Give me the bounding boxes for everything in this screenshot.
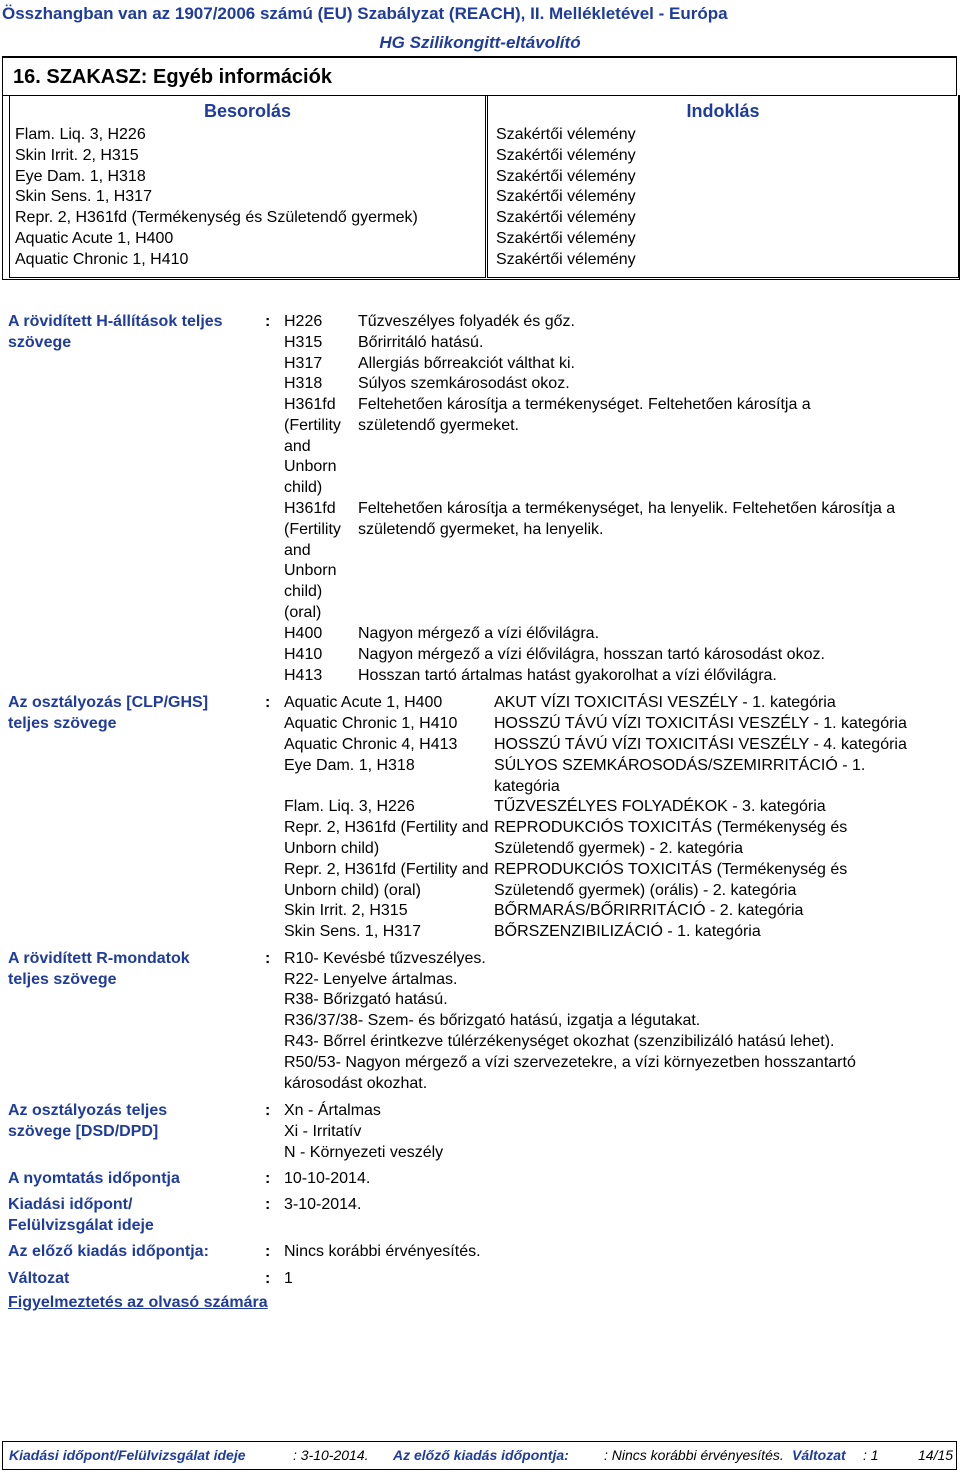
classification-cell: Repr. 2, H361fd (Termékenység és Születendő gyermek) bbox=[15, 209, 418, 227]
clp-text: TŰZVESZÉLYES FOLYADÉKOK - 3. kategória bbox=[494, 798, 826, 815]
h-code: H361fd (Fertility and Unborn child) (oral) bbox=[284, 500, 341, 621]
h-text: Súlyos szemkárosodást okoz. bbox=[358, 375, 570, 392]
justification-cell: Szakértői vélemény bbox=[496, 188, 636, 206]
h-code: H361fd (Fertility and Unborn child) bbox=[284, 396, 341, 497]
classification-cell: Eye Dam. 1, H318 bbox=[15, 167, 146, 185]
h-text: Feltehetően károsítja a termékenységet, ha lenyelik. Feltehetően károsítja a születendő gyermeket, ha lenyelik. bbox=[358, 500, 896, 538]
clp-colon: : bbox=[265, 694, 271, 711]
classification-cell: Aquatic Chronic 1, H410 bbox=[15, 250, 189, 268]
clp-text: HOSSZÚ TÁVÚ VÍZI TOXICITÁSI VESZÉLY - 4. kategória bbox=[494, 736, 907, 753]
h-code: H315 bbox=[284, 334, 323, 351]
product-name: HG Szilikongitt-eltávolító bbox=[379, 33, 581, 52]
r-phrase: R22- Lenyelve ártalmas. bbox=[284, 971, 458, 988]
previous-issue-colon: : bbox=[265, 1243, 271, 1260]
justification-cell: Szakértői vélemény bbox=[496, 250, 636, 268]
version-colon: : bbox=[265, 1270, 271, 1287]
h-statements-label: A rövidített H-állítások teljes szövege bbox=[8, 313, 223, 351]
clp-text: AKUT VÍZI TOXICITÁSI VESZÉLY - 1. kategória bbox=[494, 694, 836, 711]
justification-cell: Szakértői vélemény bbox=[496, 229, 636, 247]
print-date-value: 10-10-2014. bbox=[284, 1170, 371, 1187]
issue-date-label: Kiadási időpont/ Felülvizsgálat ideje bbox=[8, 1196, 154, 1234]
version-label: Változat bbox=[8, 1270, 70, 1287]
previous-issue-label: Az előző kiadás időpontja: bbox=[8, 1243, 209, 1260]
footer-previous-value: : Nincs korábbi érvényesítés. bbox=[604, 1447, 784, 1463]
h-text: Nagyon mérgező a vízi élővilágra, hosszan tartó károsodást okoz. bbox=[358, 646, 825, 663]
h-code: H400 bbox=[284, 625, 323, 642]
h-code: H410 bbox=[284, 646, 323, 663]
h-code: H413 bbox=[284, 667, 323, 684]
clp-code: Flam. Liq. 3, H226 bbox=[284, 798, 415, 815]
justification-column-header: Indoklás bbox=[686, 101, 760, 121]
r-phrase: R38- Bőrizgató hatású. bbox=[284, 991, 448, 1008]
dsd-item: Xi - Irritatív bbox=[284, 1123, 362, 1140]
classification-cell: Skin Sens. 1, H317 bbox=[15, 188, 152, 206]
issue-date-value: 3-10-2014. bbox=[284, 1196, 362, 1213]
footer-issue-label: Kiadási időpont/Felülvizsgálat ideje bbox=[9, 1447, 246, 1463]
clp-text: SÚLYOS SZEMKÁROSODÁS/SZEMIRRITÁCIÓ - 1. kategória bbox=[494, 757, 866, 795]
clp-text: BŐRSZENZIBILIZÁCIÓ - 1. kategória bbox=[494, 923, 761, 940]
classification-cell: Aquatic Acute 1, H400 bbox=[15, 229, 174, 247]
regulation-header: Összhangban van az 1907/2006 számú (EU) Szabályzat (REACH), II. Mellékletével - Európa bbox=[2, 4, 728, 23]
issue-date-colon: : bbox=[265, 1196, 271, 1213]
classification-column-header: Besorolás bbox=[203, 101, 292, 121]
page-footer bbox=[2, 1441, 957, 1470]
print-date-label: A nyomtatás időpontja bbox=[8, 1170, 180, 1187]
justification-cell: Szakértői vélemény bbox=[496, 126, 636, 143]
print-date-colon: : bbox=[265, 1170, 271, 1187]
dsd-colon: : bbox=[265, 1102, 271, 1119]
version-value: 1 bbox=[284, 1270, 293, 1287]
clp-text: BŐRMARÁS/BŐRIRRITÁCIÓ - 2. kategória bbox=[494, 902, 804, 919]
classification-column bbox=[9, 95, 486, 278]
clp-code: Aquatic Acute 1, H400 bbox=[284, 694, 443, 711]
clp-code: Skin Irrit. 2, H315 bbox=[284, 902, 408, 919]
section-header bbox=[2, 56, 957, 96]
clp-code: Aquatic Chronic 4, H413 bbox=[284, 736, 458, 753]
dsd-item: N - Környezeti veszély bbox=[284, 1144, 444, 1161]
justification-cell: Szakértői vélemény bbox=[496, 209, 636, 227]
h-text: Feltehetően károsítja a termékenységet. Feltehetően károsítja a születendő gyermeket. bbox=[358, 396, 811, 434]
clp-code: Repr. 2, H361fd (Fertility and Unborn child) (oral) bbox=[284, 861, 489, 899]
r-phrase: R10- Kevésbé tűzveszélyes. bbox=[284, 950, 486, 967]
h-code: H226 bbox=[284, 313, 323, 330]
reader-notice-link[interactable]: Figyelmeztetés az olvasó számára bbox=[8, 1294, 268, 1311]
clp-code: Aquatic Chronic 1, H410 bbox=[284, 715, 458, 732]
r-phrase: R43- Bőrrel érintkezve túlérzékenységet okozhat (szenzibilizáló hatású lehet). bbox=[284, 1033, 835, 1050]
r-phrases-label: A rövidített R-mondatok teljes szövege bbox=[8, 950, 190, 988]
r-phrase: R50/53- Nagyon mérgező a vízi szervezetekre, a vízi környezetben hosszantartó károsodást okozhat. bbox=[284, 1054, 856, 1092]
page-number: 14/15 bbox=[918, 1447, 954, 1463]
classification-cell: Flam. Liq. 3, H226 bbox=[15, 126, 146, 143]
justification-column bbox=[487, 95, 959, 278]
section-title: 16. SZAKASZ: Egyéb információk bbox=[13, 66, 332, 88]
h-text: Hosszan tartó ártalmas hatást gyakorolhat a vízi élővilágra. bbox=[358, 667, 777, 684]
h-code: H317 bbox=[284, 355, 323, 372]
footer-previous-label: Az előző kiadás időpontja: bbox=[393, 1447, 569, 1463]
classification-table bbox=[2, 95, 960, 280]
h-text: Nagyon mérgező a vízi élővilágra. bbox=[358, 625, 600, 642]
footer-issue-value: : 3-10-2014. bbox=[293, 1447, 369, 1463]
clp-label: Az osztályozás [CLP/GHS] teljes szövege bbox=[8, 694, 209, 732]
h-code: H318 bbox=[284, 375, 323, 392]
h-statements-colon: : bbox=[265, 313, 271, 330]
classification-cell: Skin Irrit. 2, H315 bbox=[15, 146, 139, 164]
dsd-label: Az osztályozás teljes szövege [DSD/DPD] bbox=[8, 1102, 168, 1140]
justification-cell: Szakértői vélemény bbox=[496, 146, 636, 164]
footer-version-label: Változat bbox=[792, 1447, 846, 1463]
justification-cell: Szakértői vélemény bbox=[496, 167, 636, 185]
clp-code: Eye Dam. 1, H318 bbox=[284, 757, 415, 774]
h-text: Tűzveszélyes folyadék és gőz. bbox=[358, 313, 575, 330]
h-text: Bőrirritáló hatású. bbox=[358, 334, 484, 351]
h-text: Allergiás bőrreakciót válthat ki. bbox=[358, 355, 575, 372]
clp-code: Repr. 2, H361fd (Fertility and Unborn child) bbox=[284, 819, 489, 857]
previous-issue-value: Nincs korábbi érvényesítés. bbox=[284, 1243, 481, 1260]
dsd-item: Xn - Ártalmas bbox=[284, 1102, 381, 1119]
clp-code: Skin Sens. 1, H317 bbox=[284, 923, 421, 940]
r-phrases-colon: : bbox=[265, 950, 271, 967]
clp-text: HOSSZÚ TÁVÚ VÍZI TOXICITÁSI VESZÉLY - 1. kategória bbox=[494, 715, 907, 732]
footer-version-value: : 1 bbox=[863, 1447, 879, 1463]
clp-text: REPRODUKCIÓS TOXICITÁS (Termékenység és Születendő gyermek) - 2. kategória bbox=[494, 819, 848, 857]
r-phrase: R36/37/38- Szem- és bőrizgató hatású, izgatja a légutakat. bbox=[284, 1012, 701, 1029]
clp-text: REPRODUKCIÓS TOXICITÁS (Termékenység és Születendő gyermek) (orális) - 2. kategória bbox=[494, 861, 848, 899]
